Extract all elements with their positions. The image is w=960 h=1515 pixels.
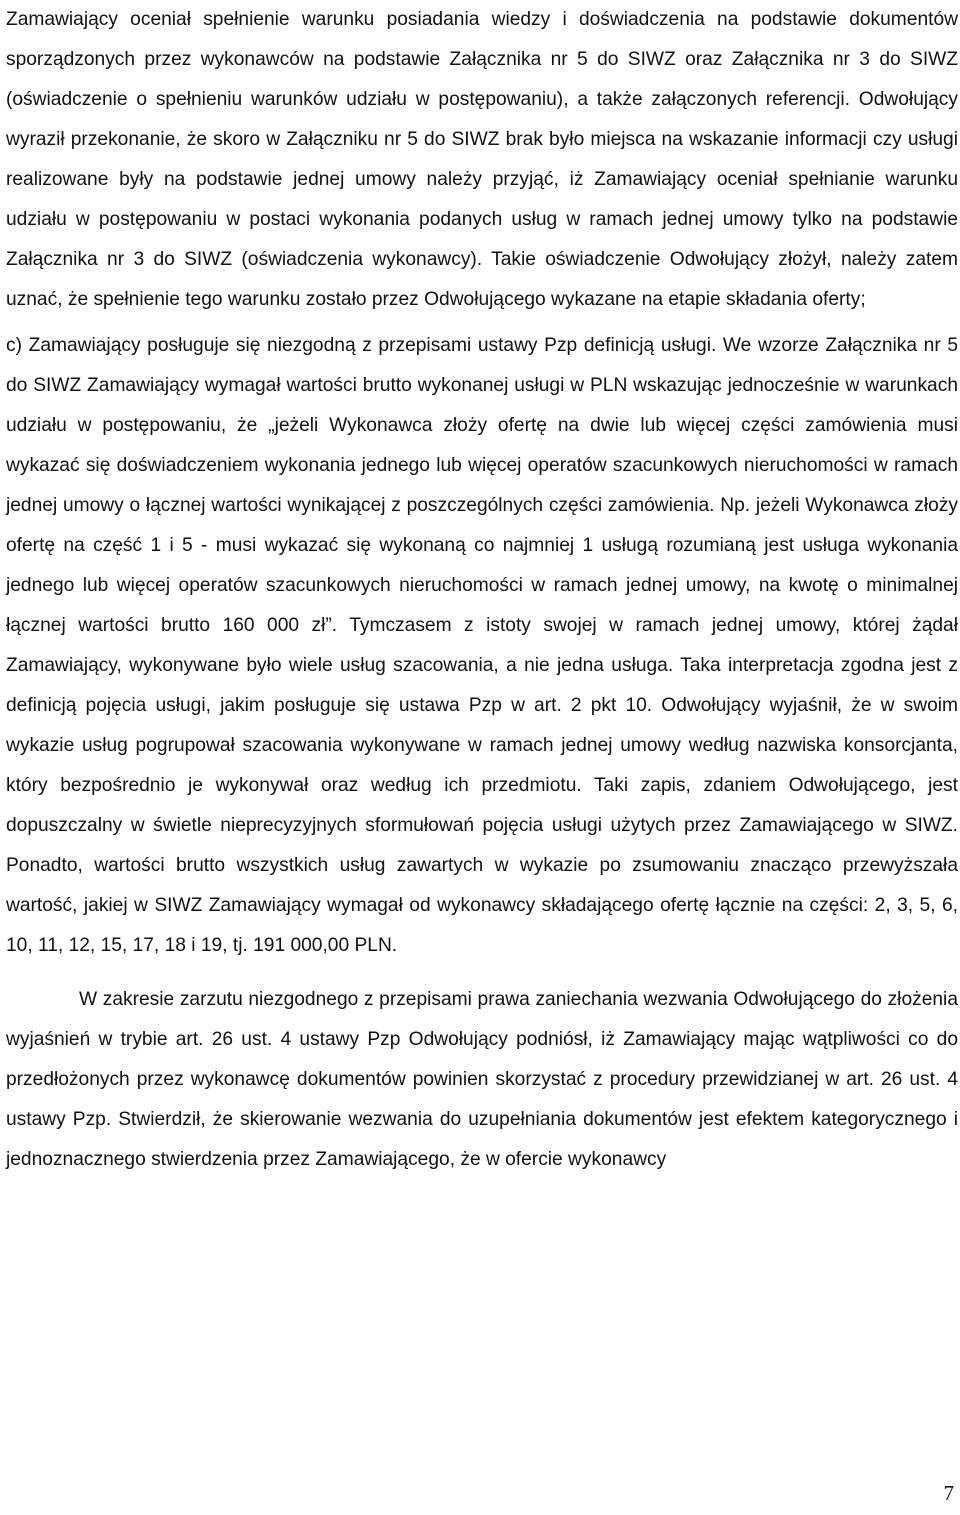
- document-page: [6, 0, 958, 1180]
- page-number: 7: [943, 1481, 954, 1505]
- paragraph-spacer: [6, 966, 958, 980]
- paragraph-assessment: Zamawiający oceniał spełnienie warunku posiadania wiedzy i doświadczenia na podstawie dokumentów sporządzonych przez wykonawców na podstawie Załącznika nr 5 do SIWZ oraz Załącznika nr 3 do SIWZ (oświadczenie o spełnieniu warunków udziału w postępowaniu), a także załączonych referencji. Odwołujący wyraził przekonanie, że skoro w Załączniku nr 5 do SIWZ brak było miejsca na wskazanie informacji czy usługi realizowane były na podstawie jednej umowy należy przyjąć, iż Zamawiający oceniał spełnianie warunku udziału w postępowaniu w postaci wykonania podanych usług w ramach jednej umowy tylko na podstawie Załącznika nr 3 do SIWZ (oświadczenia wykonawcy). Takie oświadczenie Odwołujący złożył, należy zatem uznać, że spełnienie tego warunku zostało przez Odwołującego wykazane na etapie składania oferty;: [6, 9, 958, 310]
- paragraph-point-c: c) Zamawiający posługuje się niezgodną z przepisami ustawy Pzp definicją usługi. We wzorze Załącznika nr 5 do SIWZ Zamawiający wymagał wartości brutto wykonanej usługi w PLN wskazując jednocześnie w warunkach udziału w postępowaniu, że „jeżeli Wykonawca złoży ofertę na dwie lub więcej części zamówienia musi wykazać się doświadczeniem wykonania jednego lub więcej operatów szacunkowych nieruchomości w ramach jednej umowy o łącznej wartości wynikającej z poszczególnych części zamówienia. Np. jeżeli Wykonawca złoży ofertę na część 1 i 5 - musi wykazać się wykonaną co najmniej 1 usługą rozumianą jest usługa wykonania jednego lub więcej operatów szacunkowych nieruchomości w ramach jednej umowy, na kwotę o minimalnej łącznej wartości brutto 160 000 zł”. Tymczasem z istoty swojej w ramach jednej umowy, której żądał Zamawiający, wykonywane było wiele usług szacowania, a nie jedna usługa. Taka interpretacja zgodna jest z definicją pojęcia usługi, jakim posługuje się ustawa Pzp w art. 2 pkt 10. Odwołujący wyjaśnił, że w swoim wykazie usług pogrupował szacowania wykonywane w ramach jednej umowy według nazwiska konsorcjanta, który bezpośrednio je wykonywał oraz według ich przedmiotu. Taki zapis, zdaniem Odwołującego, jest dopuszczalny w świetle nieprecyzyjnych sformułowań pojęcia usługi użytych przez Zamawiającego w SIWZ. Ponadto, wartości brutto wszystkich usług zawartych w wykazie po zsumowaniu znacząco przewyższała wartość, jakiej w SIWZ Zamawiający wymagał od wykonawcy składającego ofertę łącznie na części: 2, 3, 5, 6, 10, 11, 12, 15, 17, 18 i 19, tj. 191 000,00 PLN.: [6, 335, 958, 956]
- paragraph-clarification-charge: W zakresie zarzutu niezgodnego z przepisami prawa zaniechania wezwania Odwołującego do złożenia wyjaśnień w trybie art. 26 ust. 4 ustawy Pzp Odwołujący podniósł, iż Zamawiający mając wątpliwości co do przedłożonych przez wykonawcę dokumentów powinien skorzystać z procedury przewidzianej w art. 26 ust. 4 ustawy Pzp. Stwierdził, że skierowanie wezwania do uzupełniania dokumentów jest efektem kategorycznego i jednoznacznego stwierdzenia przez Zamawiającego, że w ofercie wykonawcy: [6, 989, 958, 1170]
